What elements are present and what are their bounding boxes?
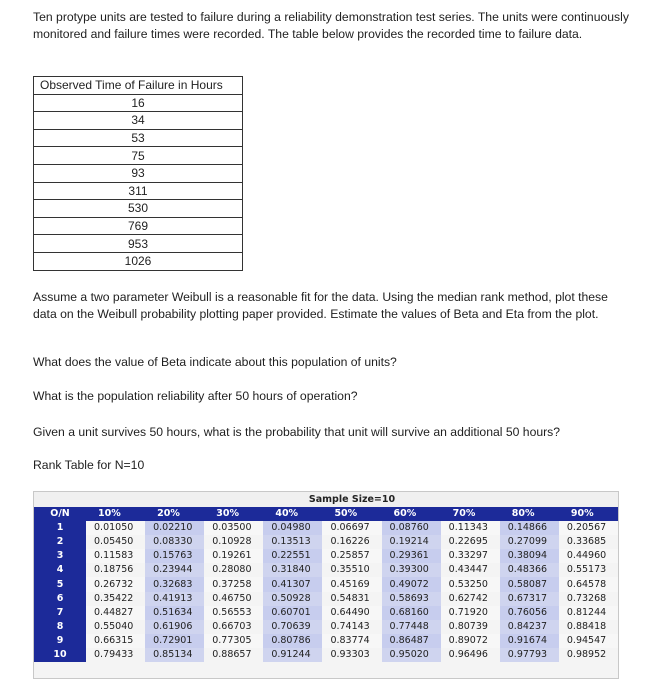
- rank-value-cell: 0.46750: [212, 592, 252, 604]
- rank-table-corner: [34, 492, 86, 507]
- rank-value-cell: 0.74143: [330, 620, 370, 632]
- rank-value-cell: 0.93303: [330, 648, 370, 660]
- rank-row: [34, 521, 618, 535]
- failure-row: [34, 164, 243, 182]
- failure-row: [34, 252, 243, 270]
- rank-value-cell: 0.03500: [204, 521, 263, 535]
- rank-value-cell: 0.73268: [566, 592, 607, 604]
- rank-value-cell: 0.08760: [382, 521, 441, 535]
- rank-value-cell: 0.22551: [263, 549, 322, 563]
- rank-value-cell: 0.89072: [441, 634, 500, 648]
- order-number-cell: 10: [34, 648, 86, 662]
- rank-value-cell: 0.77448: [382, 620, 441, 634]
- rank-value-cell: 0.33685: [566, 536, 607, 548]
- failure-time-cell: 311: [34, 182, 243, 200]
- failure-row: [34, 182, 243, 200]
- failure-time-cell: 769: [34, 217, 243, 235]
- rank-value-cell: 0.01050: [86, 521, 145, 535]
- percent-header: 30%: [204, 507, 263, 521]
- order-number-cell: 2: [34, 535, 86, 549]
- failure-time-cell: 75: [34, 147, 243, 165]
- rank-value-cell: 0.20567: [559, 521, 618, 535]
- rank-value-cell: 0.11583: [86, 549, 145, 563]
- rank-value-cell: 0.61906: [145, 620, 204, 634]
- rank-value-cell: 0.71920: [441, 606, 500, 620]
- rank-value-cell: 0.58087: [500, 577, 559, 591]
- rank-value-cell: 0.50928: [263, 592, 322, 606]
- rank-row: [34, 634, 618, 648]
- rank-value-cell: 0.32683: [145, 577, 204, 591]
- rank-row: [34, 535, 618, 549]
- rank-value-cell: 0.11343: [441, 521, 500, 535]
- rank-value-cell: 0.64578: [559, 577, 618, 591]
- rank-value-cell: 0.84237: [500, 620, 559, 634]
- failure-row: [34, 94, 243, 112]
- rank-value-cell: 0.44960: [559, 549, 618, 563]
- rank-value-cell: 0.08330: [145, 535, 204, 549]
- rank-value-cell: 0.83774: [322, 634, 381, 648]
- percent-header: 50%: [322, 507, 381, 521]
- rank-value-cell: 0.31840: [263, 563, 322, 577]
- rank-value-cell: 0.41307: [263, 577, 322, 591]
- failure-time-cell: 16: [34, 94, 243, 112]
- rank-value-cell: 0.44827: [86, 606, 145, 620]
- sample-size-label: Sample Size=10: [86, 492, 618, 507]
- failure-time-cell: 953: [34, 235, 243, 253]
- rank-value-cell: 0.10928: [212, 536, 252, 548]
- failure-row: [34, 200, 243, 218]
- failure-time-cell: 1026: [34, 252, 243, 270]
- rank-value-cell: 0.91244: [263, 648, 322, 662]
- rank-value-cell: 0.28080: [212, 564, 252, 576]
- rank-value-cell: 0.38094: [500, 549, 559, 563]
- rank-value-cell: 0.18756: [94, 564, 134, 576]
- rank-table-container: [33, 491, 619, 679]
- failure-row: [34, 217, 243, 235]
- rank-value-cell: 0.16226: [330, 536, 370, 548]
- on-header: O/N: [34, 507, 86, 521]
- rank-value-cell: 0.64490: [322, 606, 381, 620]
- rank-value-cell: 0.35422: [94, 592, 134, 604]
- rank-row: [34, 620, 618, 634]
- percent-header: 40%: [263, 507, 322, 521]
- rank-value-cell: 0.80786: [263, 634, 322, 648]
- rank-value-cell: 0.29361: [382, 549, 441, 563]
- percent-header: 70%: [441, 507, 500, 521]
- percent-header: 60%: [382, 507, 441, 521]
- failure-row: [34, 129, 243, 147]
- rank-value-cell: 0.45169: [322, 577, 381, 591]
- rank-value-cell: 0.85134: [145, 648, 204, 662]
- rank-row: [34, 592, 618, 606]
- rank-value-cell: 0.81244: [559, 606, 618, 620]
- rank-value-cell: 0.02210: [145, 521, 204, 535]
- rank-value-cell: 0.96496: [448, 648, 488, 660]
- rank-value-cell: 0.49072: [382, 577, 441, 591]
- rank-value-cell: 0.67317: [500, 592, 559, 606]
- rank-value-cell: 0.27099: [500, 535, 559, 549]
- order-number-cell: 8: [34, 620, 86, 634]
- rank-value-cell: 0.41913: [145, 592, 204, 606]
- rank-value-cell: 0.98952: [566, 648, 607, 660]
- rank-value-cell: 0.22695: [448, 536, 488, 548]
- rank-value-cell: 0.37258: [204, 577, 263, 591]
- order-number-cell: 5: [34, 577, 86, 591]
- rank-row: [34, 577, 618, 591]
- intro-paragraph: Ten protype units are tested to failure during a reliability demonstration test series. The units were continuously monitored and failure times were recorded. The table below provides the recorded time to failure data.: [33, 10, 629, 41]
- question-reliability: What is the population reliability after 50 hours of operation?: [33, 389, 358, 403]
- rank-value-cell: 0.39300: [382, 563, 441, 577]
- rank-value-cell: 0.19214: [382, 535, 441, 549]
- rank-value-cell: 0.77305: [204, 634, 263, 648]
- rank-value-cell: 0.19261: [204, 549, 263, 563]
- rank-row: [34, 648, 618, 662]
- rank-value-cell: 0.97793: [500, 648, 559, 662]
- failure-time-cell: 93: [34, 164, 243, 182]
- question-assume: Assume a two parameter Weibull is a reasonable fit for the data. Using the median rank method, plot these data on the Weibull probability plotting paper provided. Estimate the values of Beta and Eta from the plot.: [33, 290, 608, 321]
- rank-value-cell: 0.23944: [145, 563, 204, 577]
- rank-value-cell: 0.14866: [500, 521, 559, 535]
- rank-value-cell: 0.80739: [448, 620, 488, 632]
- rank-value-cell: 0.48366: [500, 563, 559, 577]
- rank-value-cell: 0.04980: [263, 521, 322, 535]
- failure-row: [34, 112, 243, 130]
- rank-value-cell: 0.95020: [382, 648, 441, 662]
- percent-header: 80%: [500, 507, 559, 521]
- rank-value-cell: 0.88418: [566, 620, 607, 632]
- order-number-cell: 7: [34, 606, 86, 620]
- rank-value-cell: 0.56553: [204, 606, 263, 620]
- rank-value-cell: 0.33297: [441, 549, 500, 563]
- rank-value-cell: 0.76056: [500, 606, 559, 620]
- rank-value-cell: 0.15763: [145, 549, 204, 563]
- rank-value-cell: 0.05450: [94, 536, 134, 548]
- failure-time-cell: 34: [34, 112, 243, 130]
- order-number-cell: 3: [34, 549, 86, 563]
- rank-value-cell: 0.55040: [94, 620, 134, 632]
- rank-value-cell: 0.79433: [94, 648, 134, 660]
- percent-header: 10%: [86, 507, 145, 521]
- rank-value-cell: 0.94547: [559, 634, 618, 648]
- rank-row: [34, 606, 618, 620]
- rank-value-cell: 0.70639: [263, 620, 322, 634]
- order-number-cell: 1: [34, 521, 86, 535]
- rank-row: [34, 563, 618, 577]
- rank-table: [34, 492, 618, 662]
- question-beta: What does the value of Beta indicate about this population of units?: [33, 355, 397, 369]
- order-number-cell: 4: [34, 563, 86, 577]
- rank-value-cell: 0.91674: [500, 634, 559, 648]
- rank-value-cell: 0.86487: [382, 634, 441, 648]
- question-given: Given a unit survives 50 hours, what is the probability that unit will survive an additional 50 hours?: [33, 425, 561, 439]
- rank-value-cell: 0.60701: [263, 606, 322, 620]
- rank-value-cell: 0.68160: [382, 606, 441, 620]
- rank-value-cell: 0.62742: [448, 592, 488, 604]
- rank-value-cell: 0.13513: [263, 535, 322, 549]
- rank-value-cell: 0.43447: [448, 564, 488, 576]
- rank-value-cell: 0.53250: [441, 577, 500, 591]
- rank-row: [34, 549, 618, 563]
- rank-value-cell: 0.06697: [322, 521, 381, 535]
- rank-value-cell: 0.58693: [382, 592, 441, 606]
- rank-value-cell: 0.51634: [145, 606, 204, 620]
- failure-row: [34, 235, 243, 253]
- failure-time-cell: 530: [34, 200, 243, 218]
- order-number-cell: 6: [34, 592, 86, 606]
- rank-value-cell: 0.66703: [212, 620, 252, 632]
- rank-value-cell: 0.55173: [566, 564, 607, 576]
- rank-value-cell: 0.88657: [212, 648, 252, 660]
- percent-header: 20%: [145, 507, 204, 521]
- rank-value-cell: 0.66315: [86, 634, 145, 648]
- percent-header: 90%: [559, 507, 618, 521]
- rank-value-cell: 0.26732: [86, 577, 145, 591]
- failure-time-table: [33, 76, 243, 271]
- rank-value-cell: 0.72901: [145, 634, 204, 648]
- rank-value-cell: 0.54831: [330, 592, 370, 604]
- rank-value-cell: 0.25857: [322, 549, 381, 563]
- rank-table-title: Rank Table for N=10: [33, 458, 145, 472]
- order-number-cell: 9: [34, 634, 86, 648]
- failure-table-header: Observed Time of Failure in Hours: [34, 77, 243, 95]
- failure-row: [34, 147, 243, 165]
- rank-value-cell: 0.35510: [330, 564, 370, 576]
- failure-time-cell: 53: [34, 129, 243, 147]
